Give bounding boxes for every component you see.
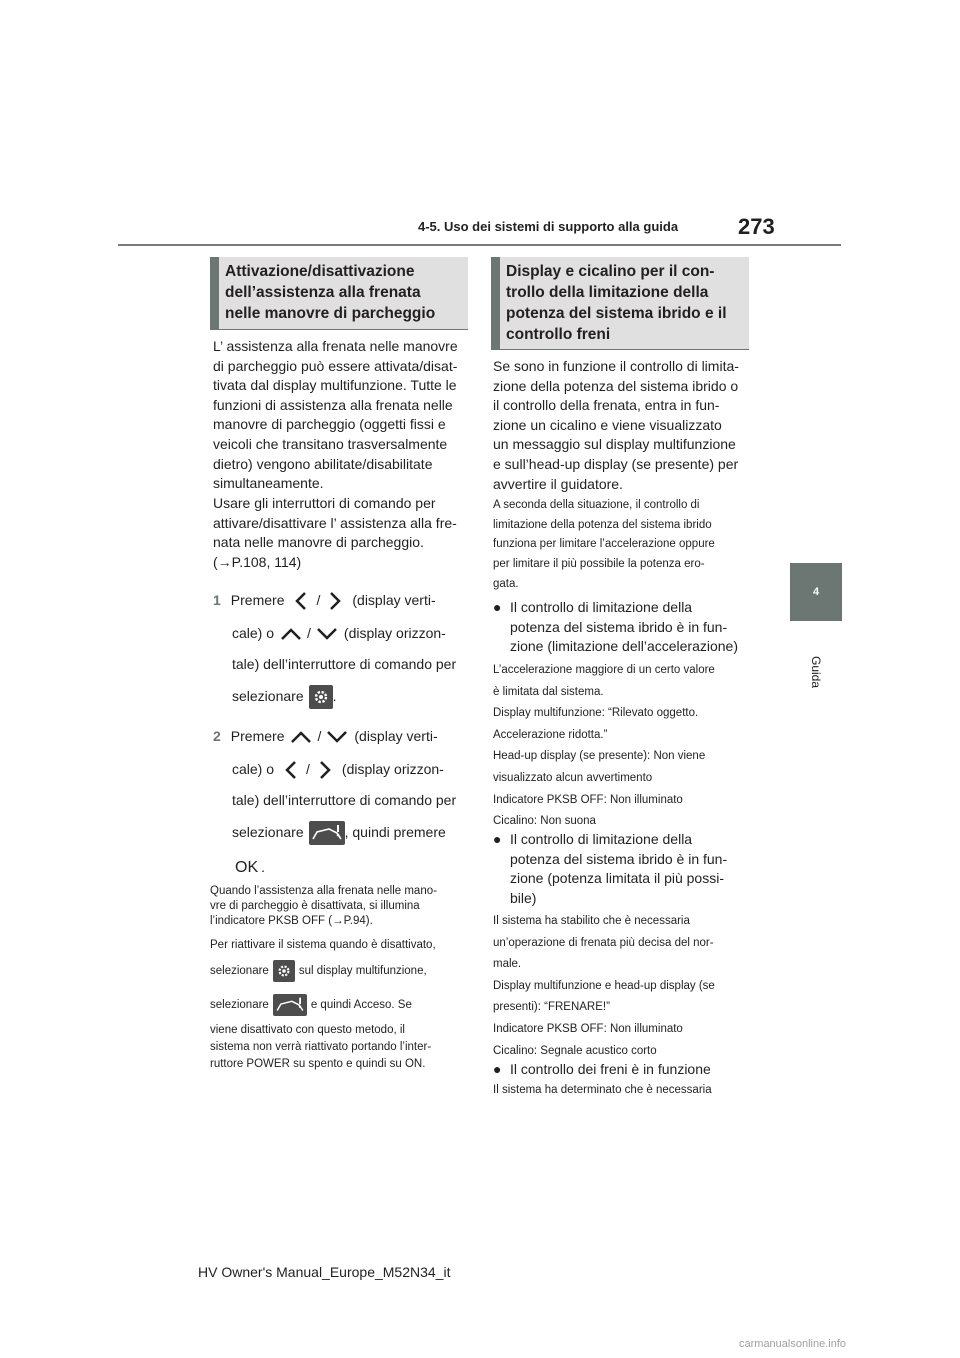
text: /	[317, 728, 322, 745]
text-line: potenza del sistema ibrido è in fun-	[510, 850, 728, 867]
chevron-left-icon	[290, 589, 314, 613]
left-note-1	[210, 884, 475, 929]
text-line: Cicalino: Segnale acustico corto	[493, 1044, 657, 1057]
text-line: è limitata dal sistema.	[493, 685, 604, 698]
text: .	[261, 859, 266, 876]
text: /	[306, 761, 310, 778]
chevron-right-icon	[312, 758, 336, 782]
text-line: vre di parcheggio è disattivata, si illumina	[210, 900, 420, 912]
page-number: 273	[738, 214, 775, 239]
bullet-3-details	[493, 1082, 755, 1099]
bullet-item-2	[493, 830, 755, 908]
text-line: funziona per limitare l’accelerazione oppure	[493, 538, 715, 551]
text-line: zione (potenza limitata il più possi-	[510, 870, 724, 887]
text-line: potenza del sistema ibrido è in fun-	[510, 618, 728, 635]
text-line: Il controllo di limitazione della	[510, 831, 693, 847]
right-intro-paragraph	[493, 357, 755, 494]
text-line: L’accelerazione maggiore di un certo valore	[493, 664, 715, 676]
step-1	[213, 584, 475, 714]
right-heading-line: trollo della limitazione della	[506, 284, 709, 301]
text-line: Il controllo di limitazione della	[510, 599, 693, 615]
bullet-item-1	[493, 598, 755, 657]
chevron-up-icon	[278, 624, 304, 644]
text-line: veicoli che transitano trasversalmente	[213, 435, 448, 452]
text: Premere	[230, 728, 285, 745]
parking-sensor-car-icon	[309, 821, 345, 845]
text: , quindi premere	[344, 824, 446, 841]
text: (display orizzon-	[341, 761, 444, 778]
text-line: presenti): “FRENARE!”	[493, 1001, 610, 1014]
left-heading-line: dell’assistenza alla frenata	[225, 284, 421, 301]
text-line: il controllo della frenata, entra in fun-	[493, 397, 720, 414]
text: tale) dell’interruttore di comando per	[232, 656, 457, 673]
left-heading-line: nelle manovre di parcheggio	[225, 305, 436, 322]
step-number: 2	[213, 728, 221, 745]
text-line: zione della potenza del sistema ibrido o	[493, 377, 739, 394]
text-line: Indicatore PKSB OFF: Non illuminato	[493, 793, 683, 806]
text-line: l’indicatore PKSB OFF (→P.94).	[210, 915, 373, 927]
ok-button-glyph: OK	[235, 859, 259, 877]
text-line: ruttore POWER su spento e quindi su ON.	[210, 1058, 426, 1070]
chevron-up-icon	[288, 727, 314, 747]
text-line: Per riattivare il sistema quando è disattivato,	[210, 939, 436, 951]
text: selezionare	[210, 998, 269, 1011]
text-line: simultaneamente.	[213, 475, 324, 492]
chevron-right-icon	[322, 589, 346, 613]
text-line: male.	[493, 958, 522, 971]
right-section-heading	[491, 257, 749, 350]
text-line: Display multifunzione: “Rilevato oggetto.	[493, 707, 699, 720]
text-line: zione (limitazione dell’accelerazione)	[510, 638, 738, 655]
bullet-icon: ●	[493, 1061, 502, 1077]
text-line: manovre di parcheggio (oggetti fissi e	[213, 416, 446, 433]
text: (display orizzon-	[343, 625, 446, 642]
bullet-item-3	[493, 1060, 755, 1080]
right-heading-line: controllo freni	[506, 326, 611, 343]
text-line: Indicatore PKSB OFF: Non illuminato	[493, 1022, 683, 1035]
text: sul display multifunzione,	[298, 964, 427, 977]
bullet-1-details	[493, 660, 755, 833]
text-line: e sull’head-up display (se presente) per	[493, 455, 739, 472]
text: Premere	[230, 592, 285, 609]
left-section-heading	[210, 257, 468, 330]
step-2	[213, 720, 475, 886]
text-line: zione un cicalino e viene visualizzato	[493, 416, 722, 433]
text-line: sistema non verrà riattivato portando l’inter-	[210, 1041, 432, 1053]
text-line: Il controllo dei freni è in funzione	[510, 1061, 711, 1077]
text: .	[332, 688, 337, 705]
chevron-down-icon	[324, 727, 350, 747]
chapter-tab: 4	[790, 563, 842, 621]
text-line: tivata dal display multifunzione. Tutte le	[213, 377, 457, 394]
text-line: Se sono in funzione il controllo di limita-	[493, 358, 739, 374]
text-line: limitazione della potenza del sistema ibrido	[493, 518, 712, 531]
text-line: avvertire il guidatore.	[493, 475, 623, 492]
left-instruction-paragraph	[213, 494, 475, 572]
text-line: Head-up display (se presente): Non viene	[493, 750, 706, 763]
text: tale) dell’interruttore di comando per	[232, 792, 457, 809]
text-line: Cicalino: Non suona	[493, 815, 596, 828]
right-heading-line: potenza del sistema ibrido e il	[506, 305, 727, 322]
text-line: Il sistema ha determinato che è necessaria	[493, 1084, 712, 1096]
text-line: Display multifunzione e head-up display (se	[493, 979, 715, 992]
text-line: gata.	[493, 577, 519, 590]
text-line: viene disattivato con questo metodo, il	[210, 1024, 405, 1036]
header-rule	[118, 244, 841, 246]
text: e quindi Acceso. Se	[310, 998, 412, 1011]
gear-icon	[273, 960, 295, 982]
parking-sensor-car-icon	[273, 994, 307, 1016]
text-line: Quando l’assistenza alla frenata nelle mano-	[210, 885, 437, 897]
text-line: visualizzato alcun avvertimento	[493, 771, 653, 784]
text-line: di parcheggio può essere attivata/disat-	[213, 357, 458, 374]
text-line: Accelerazione ridotta.”	[493, 728, 608, 741]
text: (display verti-	[354, 728, 438, 745]
text-line: dietro) vengono abilitate/disabilitate	[213, 455, 433, 472]
chevron-down-icon	[314, 624, 340, 644]
text: /	[307, 625, 311, 642]
left-heading-line: Attivazione/disattivazione	[225, 263, 415, 280]
watermark: carmanualsonline.info	[739, 1338, 847, 1350]
text-line: nata nelle manovre di parcheggio.	[213, 534, 424, 551]
left-intro-paragraph	[213, 337, 475, 494]
right-heading-line: Display e cicalino per il con-	[506, 263, 715, 280]
page-reference: (→P.108, 114)	[213, 553, 302, 570]
step-number: 1	[213, 592, 221, 609]
left-note-2	[210, 937, 475, 1073]
text: cale) o	[232, 625, 275, 642]
text-line: A seconda della situazione, il controllo di	[493, 499, 700, 511]
text-line: per limitare il più possibile la potenza ero-	[493, 558, 705, 571]
text-line: bile)	[510, 889, 537, 906]
running-header-section-title: 4-5. Uso dei sistemi di supporto alla guida	[418, 219, 679, 234]
gear-icon	[309, 685, 333, 709]
text: selezionare	[232, 688, 304, 705]
text: selezionare	[232, 824, 304, 841]
text-line: Il sistema ha stabilito che è necessaria	[493, 915, 690, 927]
text-line: L’ assistenza alla frenata nelle manovre	[213, 338, 458, 354]
text: cale) o	[232, 761, 275, 778]
bullet-icon: ●	[493, 599, 502, 615]
text-line: un messaggio sul display multifunzione	[493, 436, 736, 453]
text: selezionare	[210, 964, 269, 977]
text-line: attivare/disattivare l’ assistenza alla fre-	[213, 514, 457, 531]
text-line: Usare gli interruttori di comando per	[213, 495, 436, 511]
chapter-tab-label: Guida	[809, 655, 823, 689]
footer-manual-id: HV Owner's Manual_Europe_M52N34_it	[198, 1264, 451, 1280]
text-line: un’operazione di frenata più decisa del nor-	[493, 936, 714, 949]
chevron-left-icon	[280, 758, 304, 782]
text-line: funzioni di assistenza alla frenata nelle	[213, 396, 453, 413]
bullet-icon: ●	[493, 831, 502, 847]
right-note-1	[493, 496, 755, 595]
text: (display verti-	[352, 592, 436, 609]
text: /	[316, 592, 321, 609]
bullet-2-details	[493, 911, 755, 1062]
